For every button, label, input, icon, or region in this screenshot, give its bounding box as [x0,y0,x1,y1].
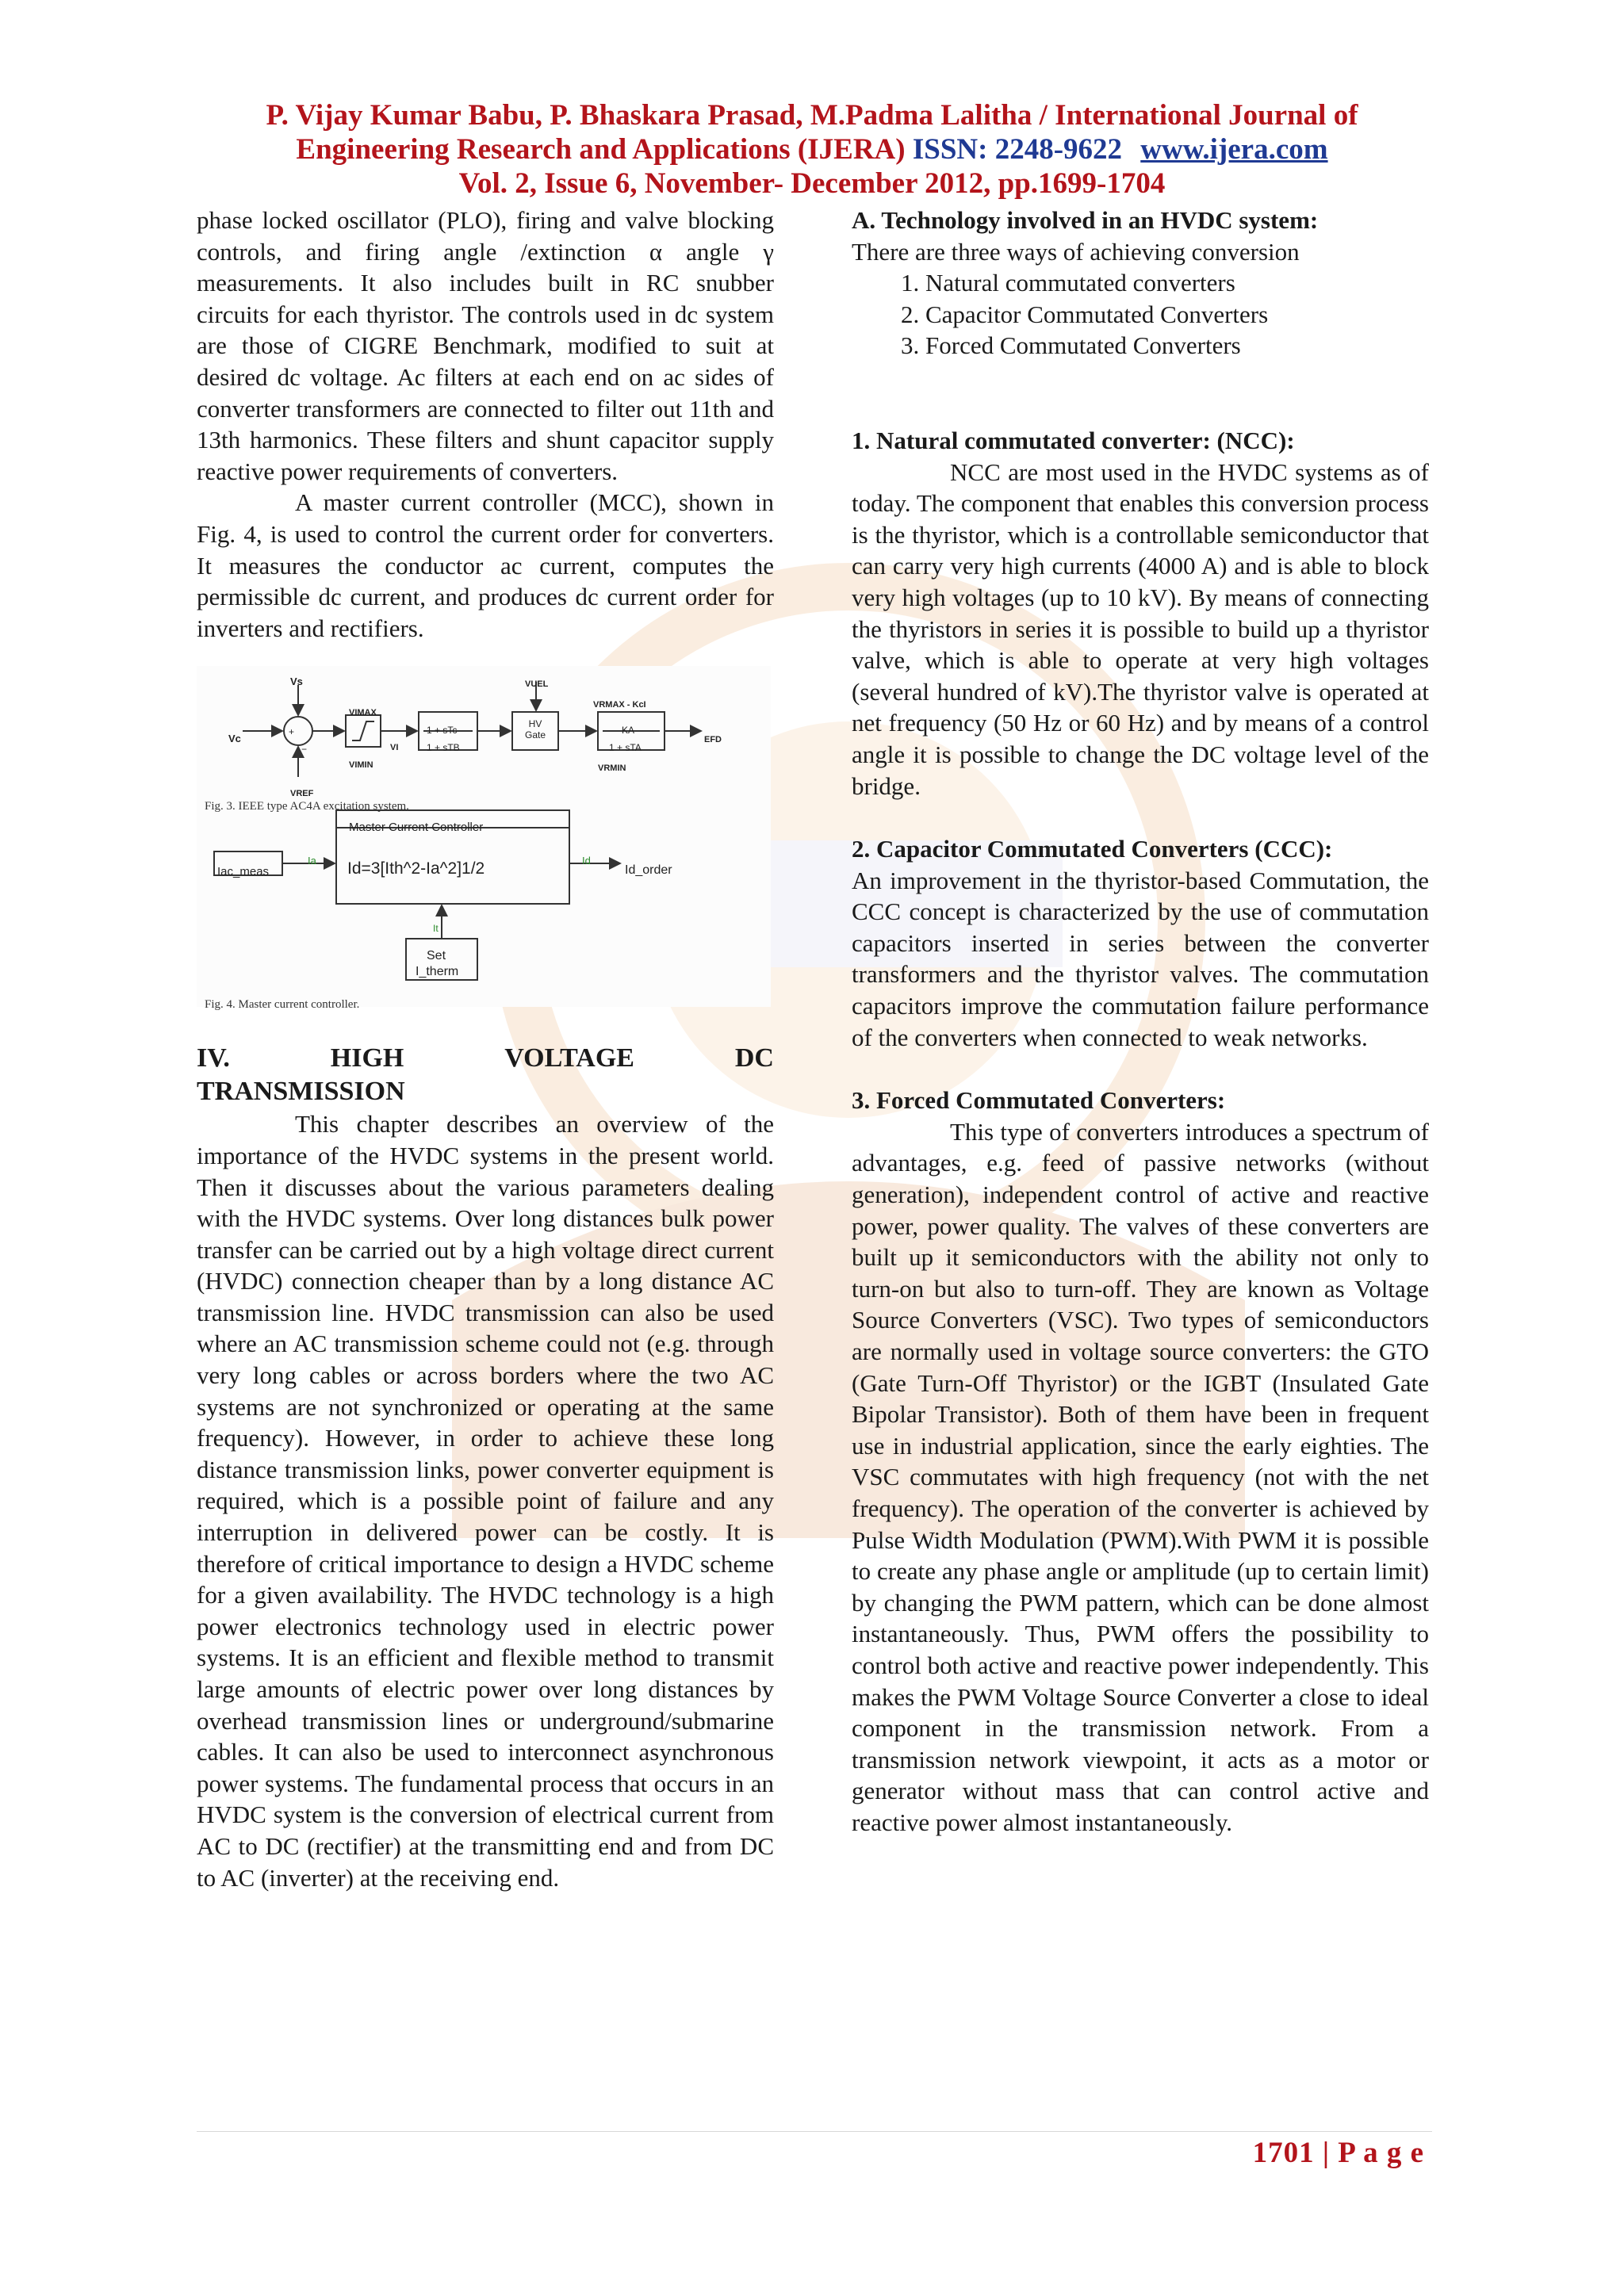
label-vuel: VUEL [525,679,549,690]
section-iv-heading [197,1042,774,1108]
section-iv-word-high: HIGH [330,1043,404,1073]
list-item: 1. Natural commutated converters [901,269,1235,297]
label-it: It [433,923,439,935]
label-ka: KA [622,725,635,737]
fig3-caption: Fig. 3. IEEE type AC4A excitation system. [205,800,409,813]
label-vc: Vc [228,733,241,745]
list-item: 3. Forced Commutated Converters [901,331,1241,360]
ncc-heading: 1. Natural commutated converter: (NCC): [852,426,1295,454]
left-paragraph-3: This chapter describes an overview of the importance of the HVDC systems in the present world. Then it discusses about the various parameters dealing with the HVDC systems. Over long distances bulk power transfer can be carried out by a high voltage direct current (HVDC) connection cheaper than by a long distance AC transmission line. HVDC transmission can also be used where an AC transmission scheme could not (e.g. through very long cables or across borders where the two AC systems are not synchronized or operating at the same frequency). However, in order to achieve these long distance transmission links, power converter equipment is required, which is a possible point of failure and any interruption in delivered power can be costly. It is therefore of critical importance to design a HVDC scheme for a given availability. The HVDC technology is a high power electronics technology used in electric power systems. It is an efficient and flexible method to transmit large amounts of electric power over long distances by overhead transmission lines or underground/submarine cables. It can also be used to interconnect asynchronous power systems. The fundamental process that occurs in an HVDC system is the conversion of electrical current from AC to DC (rectifier) at the transmitting end and from DC to AC (inverter) at the receiving end. [197,1110,774,1892]
right-column [852,205,1429,1839]
header-url-link[interactable]: www.ijera.com [1140,133,1328,166]
label-id-order: Id_order [625,863,672,878]
section-iv-word-dc: DC [734,1043,774,1073]
label-ia: Ia [308,855,316,867]
conversion-intro: There are three ways of achieving conversion [852,237,1300,266]
label-vrmax: VRMAX - KcI [593,700,646,710]
header-volume: Vol. 2, Issue 6, November- December 2012, pp.1699-1704 [458,167,1166,200]
label-vi: VI [390,743,399,753]
ccc-paragraph: An improvement in the thyristor-based Commutation, the CCC concept is characterized by the use of commutation capacitors inserted in series between the converter transformers and the thyristor valves. The commutation capacitors improve the commutation failure performance of the converters when connected to weak networks. [852,866,1429,1051]
label-vimin: VIMIN [349,760,373,771]
header-issn: ISSN: 2248-9622 [912,133,1123,166]
label-vref: VREF [290,789,314,799]
excitation-diagram [197,666,771,1007]
footer-divider [197,2131,1432,2132]
section-iv-word-voltage: VOLTAGE [504,1043,634,1073]
list-item: 2. Capacitor Commutated Converters [901,300,1269,328]
label-vs: Vs [290,675,303,688]
page-number: 1701 | P a g e [1252,2137,1424,2169]
figure-block [197,666,771,1012]
label-set: Set [427,949,446,963]
fig4-caption: Fig. 4. Master current controller. [205,998,360,1012]
header-authors: P. Vijay Kumar Babu, P. Bhaskara Prasad, M.Padma Lalitha / International Journal of [266,99,1358,132]
label-lead-den: 1 + sTB [427,742,460,754]
label-hv-gate: HV Gate [524,718,546,741]
left-paragraph-2: A master current controller (MCC), shown in Fig. 4, is used to control the current order for converters. It measures the conductor ac current, computes the permissible dc current, and produces dc current order for inverters and rectifiers. [197,488,774,642]
label-mcc-equation: Id=3[Ith^2-Ia^2]1/2 [347,859,485,878]
fcc-paragraph: This type of converters introduces a spectrum of advantages, e.g. feed of passive networks (without generation), independent control of active and reactive power, power quality. The valves of these converters are built up it semiconductors with the ability not only to turn-on but also to turn-off. They are known as Voltage Source Converters (VSC). Two types of semiconductors are normally used in voltage source converters: the GTO (Gate Turn-Off Thyristor) or the IGBT (Insulated Gate Bipolar Transistor). Both of them have been in frequent use in industrial application, since the early eighties. The VSC commutates with high frequency (not with the net frequency). The operation of the converter is achieved by Pulse Width Modulation (PWM).With PWM it is possible to create any phase angle or amplitude (up to certain limit) by changing the PWM pattern, which can be done almost instantaneously. Thus, PWM offers the possibility to control both active and reactive power independently. This makes the PWM Voltage Source Converter a close to ideal component in the transmission network. From a transmission network viewpoint, it acts as a motor or generator without mass that can control active and reactive power almost instantaneously. [852,1117,1429,1836]
ncc-paragraph: NCC are most used in the HVDC systems as of today. The component that enables this conversion process is the thyristor, which is a controllable semiconductor that can carry very high currents (4000 A) and is able to block very high voltages (up to 10 kV). By means of connecting the thyristors in series it is possible to build up a thyristor valve, which is able to operate at very high voltages (several hundred of kV).The thyristor valve is operated at net frequency (50 Hz or 60 Hz) and by means of a control angle it is possible to change the DC voltage level of the bridge. [852,457,1429,800]
label-id: Id [582,855,591,867]
label-lead-num: 1 + sTc [427,725,458,737]
label-iac-meas: Iac_meas [217,865,270,879]
section-iv-word-transmission: TRANSMISSION [197,1077,405,1107]
label-minus: − [301,744,308,756]
label-vrmin: VRMIN [598,763,626,774]
header-journal-name: Engineering Research and Applications (IJERA) [296,133,906,166]
ccc-heading: 2. Capacitor Commutated Converters (CCC): [852,835,1333,863]
left-paragraph-1: phase locked oscillator (PLO), firing and valve blocking controls, and firing angle /extinction α angle γ measurements. It also includes built in RC snubber circuits for each thyristor. The controls used in dc system are those of CIGRE Benchmark, modified to suit at desired dc voltage. Ac filters at each end on ac sides of converter transformers are connected to filter out 11th and 13th harmonics. These filters and shunt capacitor supply reactive power requirements of converters. [197,206,774,485]
label-efd: EFD [704,735,722,745]
left-column [197,205,774,1893]
running-header [127,98,1497,201]
label-plus: + [289,726,295,738]
conversion-list [852,267,1429,362]
label-i-therm: I_therm [416,965,459,979]
header-journal [127,132,1497,166]
label-ka-den: 1 + sTA [609,742,642,754]
section-iv-number: IV. [197,1043,230,1073]
label-vimax: VIMAX [349,708,377,718]
section-a-heading: A. Technology involved in an HVDC system: [852,206,1319,234]
label-mcc-title: Master Current Controller [349,821,484,835]
fcc-heading: 3. Forced Commutated Converters: [852,1086,1226,1115]
